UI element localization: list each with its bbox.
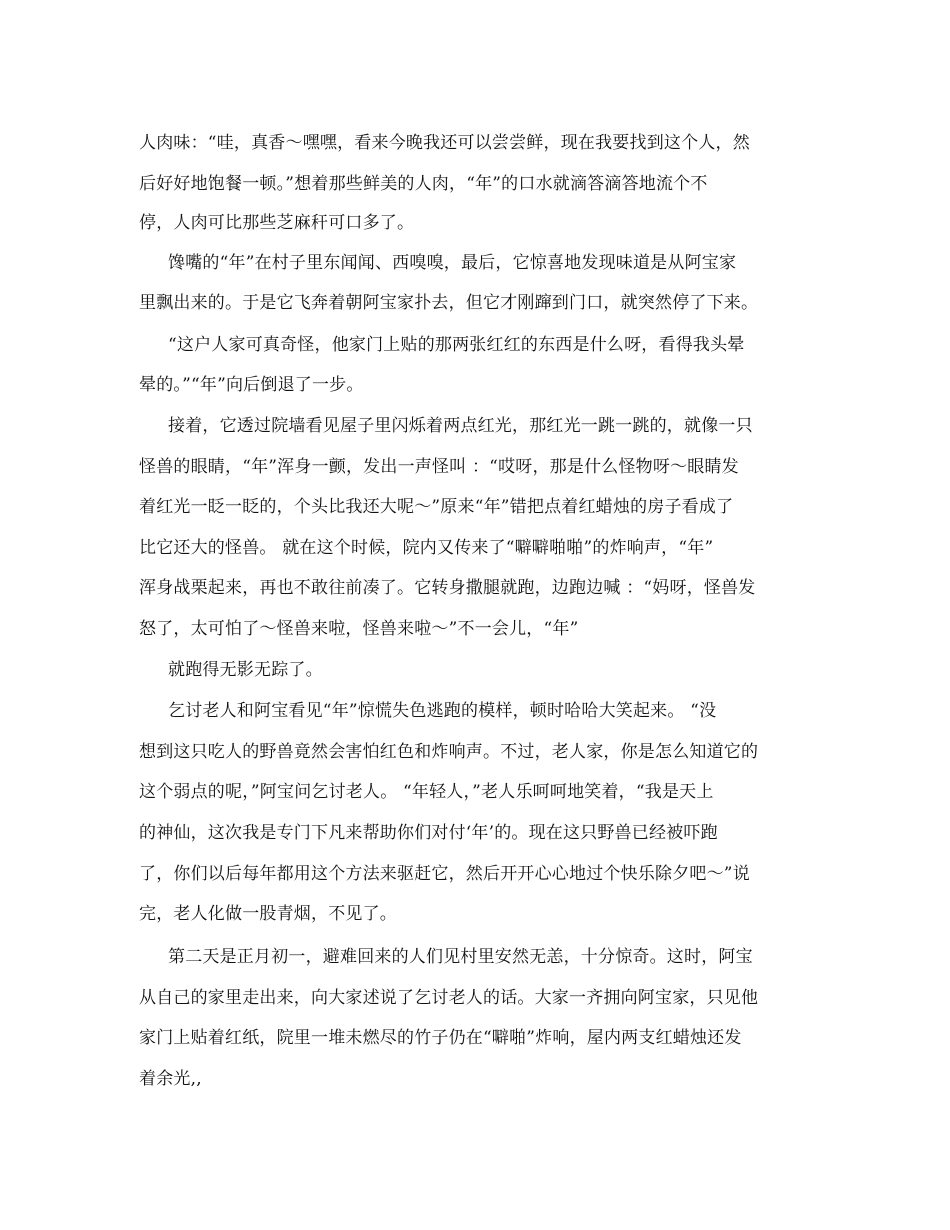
text-line: 里飘出来的。于是它飞奔着朝阿宝家扑去，但它才刚蹿到门口，就突然停了下来。 xyxy=(139,293,759,313)
text-line: 想到这只吃人的野兽竟然会害怕红色和炸响声。不过，老人家，你是怎么知道它的 xyxy=(139,742,759,762)
text-line: 接着，它透过院墙看见屋子里闪烁着两点红光，那红光一跳一跳的，就像一只 xyxy=(168,416,753,436)
text-line: 人肉味：“哇，真香～嘿嘿，看来今晚我还可以尝尝鲜，现在我要找到这个人，然 xyxy=(139,133,750,153)
text-line: 比它还大的怪兽。 就在这个时候，院内又传来了“噼噼啪啪”的炸响声，“年” xyxy=(139,538,714,558)
text-line: 着红光一眨一眨的，个头比我还大呢～”原来“年”错把点着红蜡烛的房子看成了 xyxy=(139,497,734,517)
text-line: “这户人家可真奇怪，他家门上贴的那两张红红的东西是什么呀，看得我头晕 xyxy=(168,335,745,355)
text-line: 晕的。”“年”向后倒退了一步。 xyxy=(139,375,364,395)
text-line: 完，老人化做一股青烟，不见了。 xyxy=(139,904,397,924)
text-line: 这个弱点的呢，”阿宝问乞讨老人。 “年轻人，”老人乐呵呵地笑着，“我是天上 xyxy=(139,782,714,802)
text-line: 怒了，太可怕了～怪兽来啦，怪兽来啦～”不一会儿，“年” xyxy=(139,619,579,639)
text-line: 怪兽的眼睛，“年”浑身一颤，发出一声怪叫 ：“哎呀，那是什么怪物呀～眼睛发 xyxy=(139,457,739,477)
text-line: 的神仙，这次我是专门下凡来帮助你们对付‘年’的。现在这只野兽已经被吓跑 xyxy=(139,823,718,843)
text-line: 后好好地饱餐一顿。”想着那些鲜美的人肉，“年”的口水就滴答滴答地流个不 xyxy=(139,174,708,194)
text-line: 停，人肉可比那些芝麻秆可口多了。 xyxy=(139,213,415,233)
text-line: 乞讨老人和阿宝看见“年”惊慌失色逃跑的模样，顿时哈哈大笑起来。 “没 xyxy=(168,701,717,721)
text-line: 馋嘴的“年”在村子里东闻闻、西嗅嗅，最后，它惊喜地发现味道是从阿宝家 xyxy=(168,253,737,273)
text-line: 家门上贴着红纸，院里一堆未燃尽的竹子仍在“噼啪”炸响，屋内两支红蜡烛还发 xyxy=(139,1028,742,1048)
text-line: 第二天是正月初一，避难回来的人们见村里安然无恙，十分惊奇。这时，阿宝 xyxy=(168,947,753,967)
text-line: 就跑得无影无踪了。 xyxy=(168,660,323,680)
text-line: 从自己的家里走出来，向大家述说了乞讨老人的话。大家一齐拥向阿宝家，只见他 xyxy=(139,988,759,1008)
text-line: 浑身战栗起来，再也不敢往前凑了。它转身撒腿就跑，边跑边喊 ：“妈呀，怪兽发 xyxy=(139,578,756,598)
text-line: 着余光,, xyxy=(139,1069,202,1089)
text-line: 了，你们以后每年都用这个方法来驱赶它，然后开开心心地过个快乐除夕吧～”说 xyxy=(139,864,750,884)
